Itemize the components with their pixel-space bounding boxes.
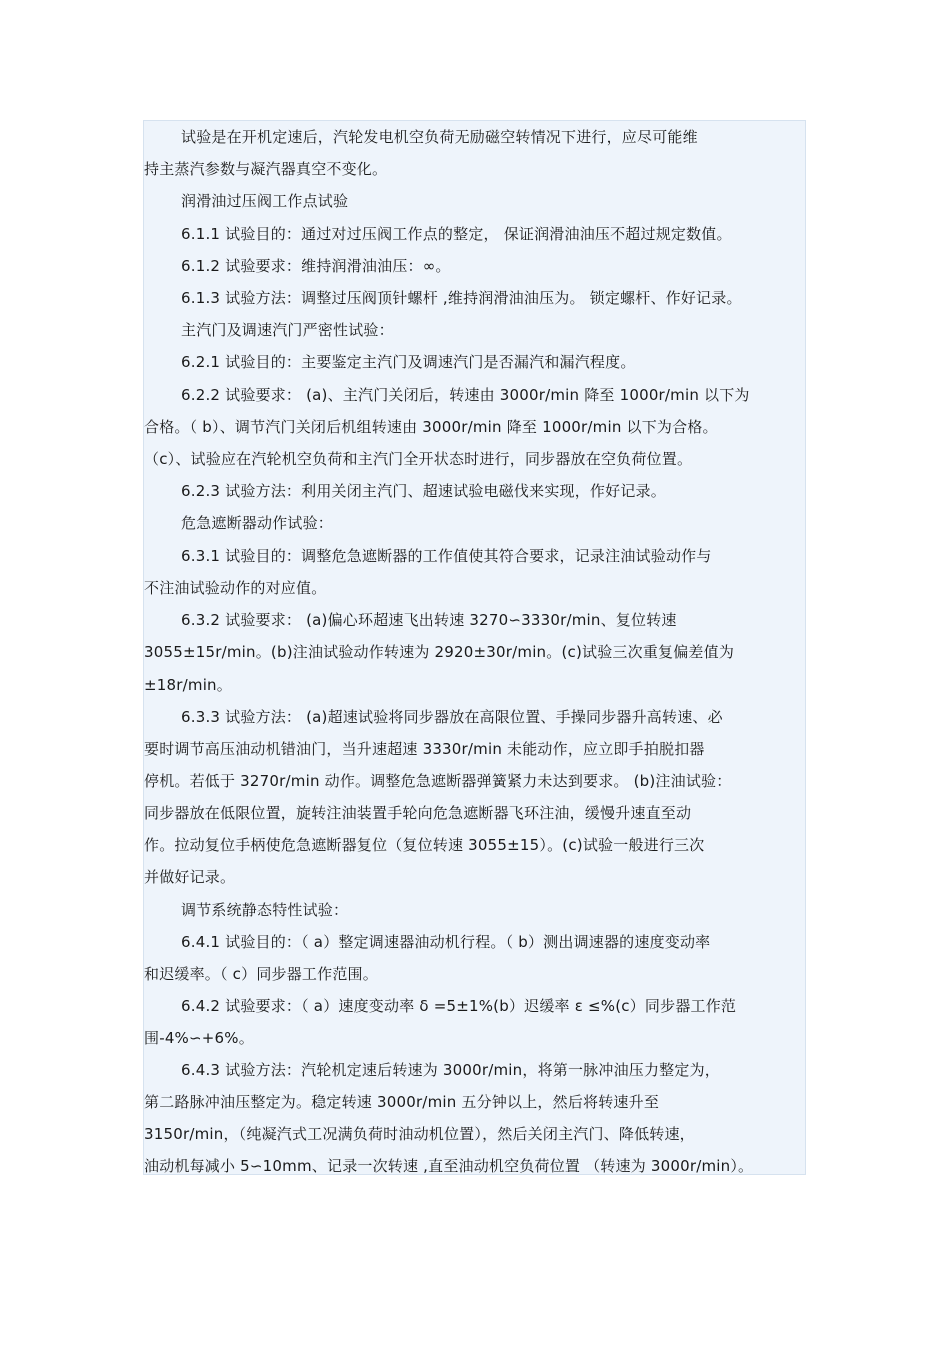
text-line-6-2-2-b: 合格。（ b）、调节汽门关闭后机组转速由 3000r/min 降至 1000r/min 以下为合格。 (144, 418, 718, 436)
text-line-6-4-3-c: 3150r/min，（纯凝汽式工况满负荷时油动机位置），然后关闭主汽门、降低转速， (144, 1125, 695, 1143)
text-line-6-4-3-a: 6.4.3 试验方法：汽轮机定速后转速为 3000r/min，将第一脉冲油压力整定为， (181, 1061, 720, 1079)
text-line-6-2-2-c: （c）、试验应在汽轮机空负荷和主汽门全开状态时进行，同步器放在空负荷位置。 (144, 450, 693, 468)
text-line-6-3-1-b: 不注油试验动作的对应值。 (144, 579, 327, 597)
text-line-6-4-1-a: 6.4.1 试验目的：（ a）整定调速器油动机行程。（ b）测出调速器的速度变动率 (181, 933, 711, 951)
section-heading-6-1: 润滑油过压阀工作点试验 (181, 192, 349, 210)
text-line-6-1-1: 6.1.1 试验目的：通过对过压阀工作点的整定， 保证润滑油油压不超过规定数值。 (181, 225, 732, 243)
text-line-6-3-3-e: 作。拉动复位手柄使危急遮断器复位（复位转速 3055±15）。(c)试验一般进行三次 (144, 836, 705, 854)
text-line-6-4-3-b: 第二路脉冲油压整定为。稳定转速 3000r/min 五分钟以上，然后将转速升至 (144, 1093, 660, 1111)
text-line-6-3-2-b: 3055±15r/min。(b)注油试验动作转速为 2920±30r/min。(c)试验三次重复偏差值为 (144, 643, 735, 661)
text-line-6-4-2-a: 6.4.2 试验要求：（ a）速度变动率 δ =5±1%(b）迟缓率 ε ≤%(c）同步器工作范 (181, 997, 737, 1015)
text-line-6-3-2-a: 6.3.2 试验要求： (a)偏心环超速飞出转速 3270∽3330r/min、复位转速 (181, 611, 677, 629)
text-line-6-4-2-b: 围-4%∽+6%。 (144, 1029, 254, 1047)
text-line-6-3-3-c: 停机。若低于 3270r/min 动作。调整危急遮断器弹簧紧力未达到要求。 (b)注油试验： (144, 772, 732, 790)
text-line-6-2-2-a: 6.2.2 试验要求： (a)、主汽门关闭后，转速由 3000r/min 降至 1000r/min 以下为 (181, 386, 750, 404)
text-line-6-1-3: 6.1.3 试验方法：调整过压阀顶针螺杆 ,维持润滑油油压为。 锁定螺杆、作好记录。 (181, 289, 742, 307)
text-line-6-3-3-a: 6.3.3 试验方法： (a)超速试验将同步器放在高限位置、手操同步器升高转速、必 (181, 708, 723, 726)
text-line-6-3-3-d: 同步器放在低限位置，旋转注油装置手轮向危急遮断器飞环注油，缓慢升速直至动 (144, 804, 692, 822)
text-line-6-2-1: 6.2.1 试验目的：主要鉴定主汽门及调速汽门是否漏汽和漏汽程度。 (181, 353, 636, 371)
text-line-6-4-1-b: 和迟缓率。（ c）同步器工作范围。 (144, 965, 378, 983)
text-line-6-3-3-f: 并做好记录。 (144, 868, 236, 886)
section-heading-6-3: 危急遮断器动作试验： (181, 514, 334, 532)
text-line-2: 持主蒸汽参数与凝汽器真空不变化。 (144, 160, 388, 178)
text-line-6-3-3-b: 要时调节高压油动机错油门，当升速超速 3330r/min 未能动作，应立即手拍脱扣器 (144, 740, 705, 758)
text-line-6-3-1-a: 6.3.1 试验目的：调整危急遮断器的工作值使其符合要求，记录注油试验动作与 (181, 547, 712, 565)
text-line-1: 试验是在开机定速后，汽轮发电机空负荷无励磁空转情况下进行，应尽可能维 (181, 128, 698, 146)
text-line-6-3-2-c: ±18r/min。 (144, 676, 232, 694)
section-heading-6-2: 主汽门及调速汽门严密性试验： (181, 321, 394, 339)
text-line-6-2-3: 6.2.3 试验方法：利用关闭主汽门、超速试验电磁伐来实现，作好记录。 (181, 482, 666, 500)
section-heading-6-4: 调节系统静态特性试验： (181, 901, 349, 919)
text-line-6-4-3-d: 油动机每减小 5∽10mm、记录一次转速 ,直至油动机空负荷位置 （转速为 3000r/min）。 (144, 1157, 754, 1175)
text-line-6-1-2: 6.1.2 试验要求：维持润滑油油压：∞。 (181, 257, 451, 275)
